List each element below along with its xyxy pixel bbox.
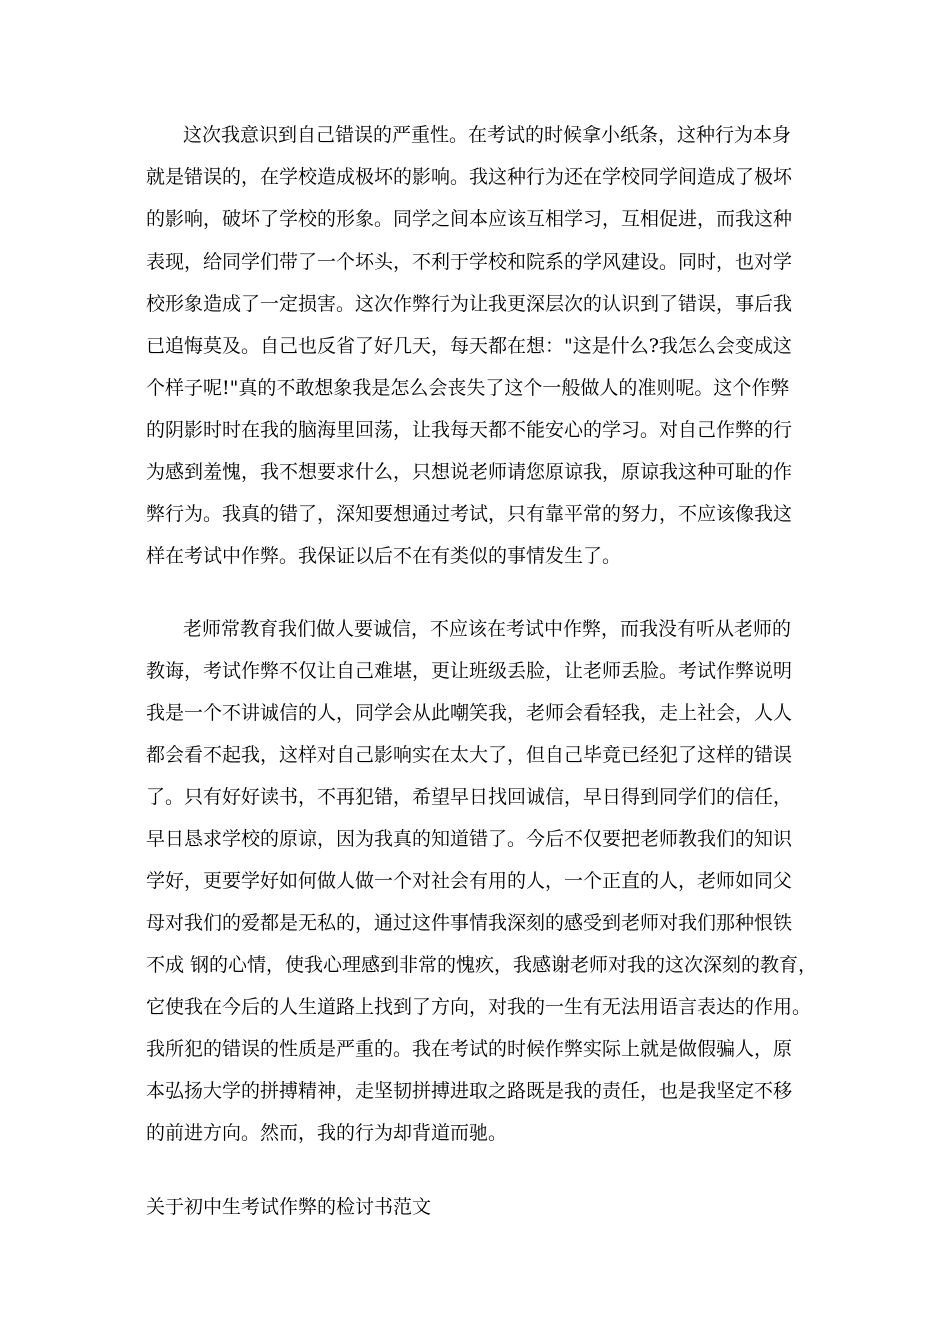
paragraph-1-line-7: 个样子呢!"真的不敢想象我是怎么会丧失了这个一般做人的准则呢。这个作弊 [146, 377, 790, 399]
paragraph-2-line-3: 我是一个不讲诚信的人，同学会从此嘲笑我，老师会看轻我，走上社会，人人 [146, 702, 793, 724]
section-heading: 关于初中生考试作弊的检讨书范文 [146, 1196, 432, 1218]
paragraph-2-line-4: 都会看不起我，这样对自己影响实在太大了，但自己毕竟已经犯了这样的错误 [146, 744, 793, 766]
paragraph-1-line-8: 的阴影时时在我的脑海里回荡，让我每天都不能安心的学习。对自己作弊的行 [146, 419, 793, 441]
paragraph-2-line-11: 我所犯的错误的性质是严重的。我在考试的时候作弊实际上就是做假骗人，原 [146, 1038, 793, 1060]
paragraph-2-line-10: 它使我在今后的人生道路上找到了方向，对我的一生有无法用语言表达的作用。 [146, 996, 812, 1018]
paragraph-2-line-9: 不成 钢的心情，使我心理感到非常的愧疚，我感谢老师对我的这次深刻的教育， [146, 954, 818, 976]
paragraph-2-line-13: 的前进方向。然而，我的行为却背道而驰。 [146, 1122, 508, 1144]
paragraph-2-line-1: 老师常教育我们做人要诚信，不应该在考试中作弊，而我没有听从老师的 [183, 618, 792, 640]
paragraph-1-line-9: 为感到羞愧，我不想要求什么，只想说老师请您原谅我，原谅我这种可耻的作 [146, 461, 793, 483]
paragraph-2-line-12: 本弘扬大学的拼搏精神，走坚韧拼搏进取之路既是我的责任，也是我坚定不移 [146, 1080, 793, 1102]
paragraph-1-line-3: 的影响，破坏了学校的形象。同学之间本应该互相学习，互相促进，而我这种 [146, 208, 793, 230]
paragraph-1-line-4: 表现，给同学们带了一个坏头，不利于学校和院系的学风建设。同时，也对学 [146, 251, 793, 273]
paragraph-1-line-10: 弊行为。我真的错了，深知要想通过考试，只有靠平常的努力，不应该像我这 [146, 503, 793, 525]
paragraph-2-line-5: 了。只有好好读书，不再犯错，希望早日找回诚信，早日得到同学们的信任， [146, 786, 793, 808]
paragraph-1-line-1: 这次我意识到自己错误的严重性。在考试的时候拿小纸条，这种行为本身 [183, 124, 792, 146]
paragraph-2-line-2: 教诲，考试作弊不仅让自己难堪，更让班级丢脸，让老师丢脸。考试作弊说明 [146, 660, 793, 682]
paragraph-2-line-7: 学好，更要学好如何做人做一个对社会有用的人，一个正直的人，老师如同父 [146, 870, 793, 892]
paragraph-1-line-6: 已追悔莫及。自己也反省了好几天，每天都在想："这是什么?我怎么会变成这 [146, 335, 792, 357]
paragraph-2-line-8: 母对我们的爱都是无私的，通过这件事情我深刻的感受到老师对我们那种恨铁 [146, 912, 793, 934]
paragraph-1-line-11: 样在考试中作弊。我保证以后不在有类似的事情发生了。 [146, 545, 622, 567]
paragraph-1-line-2: 就是错误的，在学校造成极坏的影响。我这种行为还在学校同学间造成了极坏 [146, 166, 793, 188]
paragraph-1-line-5: 校形象造成了一定损害。这次作弊行为让我更深层次的认识到了错误，事后我 [146, 293, 793, 315]
paragraph-2-line-6: 早日恳求学校的原谅，因为我真的知道错了。今后不仅要把老师教我们的知识 [146, 828, 793, 850]
